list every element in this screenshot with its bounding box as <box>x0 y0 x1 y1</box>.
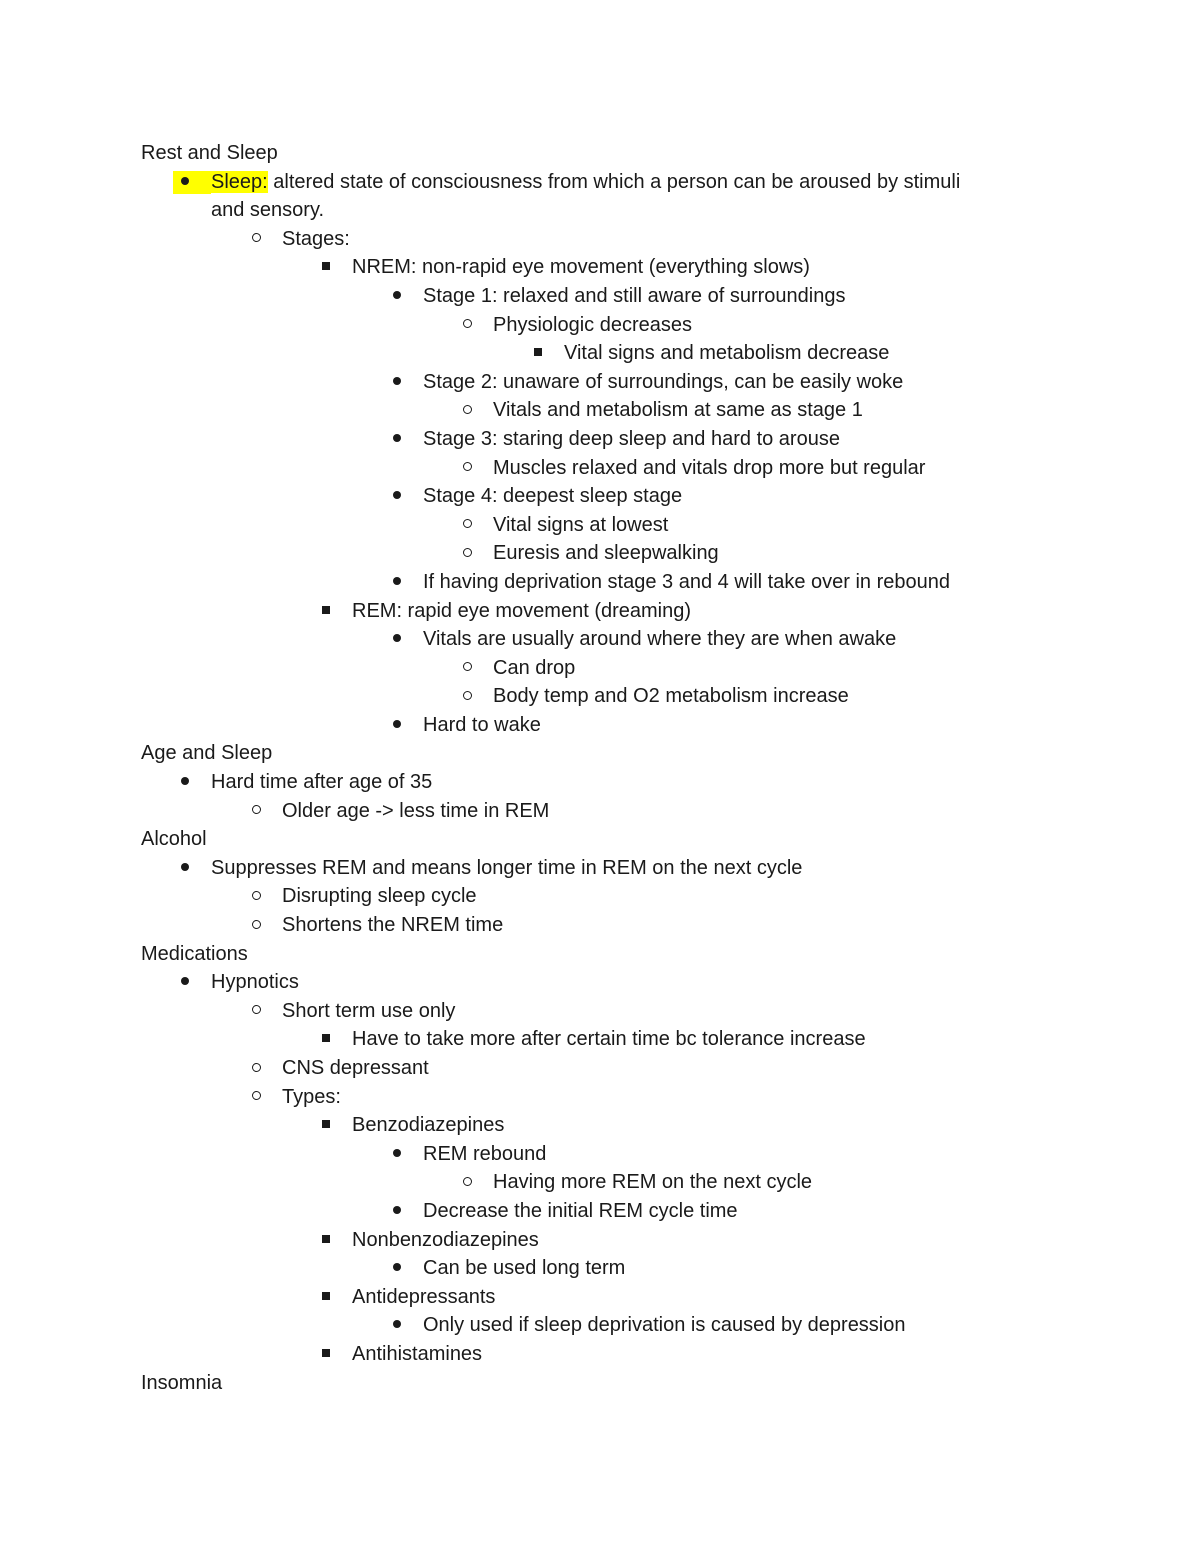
bullet-dot-icon <box>387 282 407 311</box>
list-item: Have to take more after certain time bc tolerance increase <box>141 1025 1141 1054</box>
bullet-ring-icon <box>457 511 477 540</box>
bullet-ring-icon <box>457 1168 477 1197</box>
list-item: Stage 2: unaware of surroundings, can be easily woke <box>141 368 1141 397</box>
list-item: Disrupting sleep cycle <box>141 882 1141 911</box>
bullet-dot-icon <box>175 768 195 797</box>
bullet-ring-icon <box>457 539 477 568</box>
list-item: Vital signs and metabolism decrease <box>141 339 1141 368</box>
list-item: Can be used long term <box>141 1254 1141 1283</box>
list-item: Stages: <box>141 225 1141 254</box>
bullet-dot-icon <box>387 368 407 397</box>
list-item: CNS depressant <box>141 1054 1141 1083</box>
list-item: Body temp and O2 metabolism increase <box>141 682 1141 711</box>
list-item-continuation: and sensory. <box>211 199 325 222</box>
list-item: Hard time after age of 35 <box>141 768 1141 797</box>
list-item <box>141 168 1141 197</box>
sleep-term: Sleep: <box>211 170 268 193</box>
list-item: Suppresses REM and means longer time in REM on the next cycle <box>141 854 1141 883</box>
bullet-dot-icon <box>175 854 195 883</box>
list-item: NREM: non-rapid eye movement (everything slows) <box>141 253 1141 282</box>
list-item: REM: rapid eye movement (dreaming) <box>141 597 1141 626</box>
bullet-ring-icon <box>246 1083 266 1112</box>
bullet-square-icon <box>316 597 336 626</box>
bullet-ring-icon <box>246 882 266 911</box>
list-item: Physiologic decreases <box>141 311 1141 340</box>
bullet-ring-icon <box>457 654 477 683</box>
list-item: Vitals and metabolism at same as stage 1 <box>141 396 1141 425</box>
bullet-ring-icon <box>457 311 477 340</box>
list-item: Antidepressants <box>141 1283 1141 1312</box>
bullet-dot-icon <box>387 625 407 654</box>
bullet-dot-icon <box>175 168 195 197</box>
bullet-ring-icon <box>457 454 477 483</box>
list-item: REM rebound <box>141 1140 1141 1169</box>
list-item: Having more REM on the next cycle <box>141 1168 1141 1197</box>
list-item: Benzodiazepines <box>141 1111 1141 1140</box>
bullet-square-icon <box>528 339 548 368</box>
sleep-definition: altered state of consciousness from which a person can be aroused by stimuli <box>267 170 961 193</box>
bullet-dot-icon <box>387 425 407 454</box>
bullet-ring-icon <box>246 997 266 1026</box>
bullet-ring-icon <box>457 682 477 711</box>
list-item: Stage 3: staring deep sleep and hard to arouse <box>141 425 1141 454</box>
list-item: Older age -> less time in REM <box>141 797 1141 826</box>
list-item: Types: <box>141 1083 1141 1112</box>
list-item: Vital signs at lowest <box>141 511 1141 540</box>
list-item: Stage 1: relaxed and still aware of surroundings <box>141 282 1141 311</box>
bullet-ring-icon <box>246 797 266 826</box>
heading-age-and-sleep: Age and Sleep <box>141 742 273 765</box>
list-item: Can drop <box>141 654 1141 683</box>
list-item: Antihistamines <box>141 1340 1141 1369</box>
bullet-dot-icon <box>387 482 407 511</box>
list-item: Hard to wake <box>141 711 1141 740</box>
document-body <box>141 139 1141 1397</box>
heading-alcohol: Alcohol <box>141 828 207 851</box>
list-item: Vitals are usually around where they are when awake <box>141 625 1141 654</box>
bullet-ring-icon <box>246 1054 266 1083</box>
bullet-square-icon <box>316 1226 336 1255</box>
bullet-ring-icon <box>246 225 266 254</box>
list-item: Only used if sleep deprivation is caused by depression <box>141 1311 1141 1340</box>
list-item: Hypnotics <box>141 968 1141 997</box>
bullet-dot-icon <box>175 968 195 997</box>
bullet-square-icon <box>316 1111 336 1140</box>
heading-medications: Medications <box>141 942 248 965</box>
bullet-dot-icon <box>387 568 407 597</box>
heading-insomnia: Insomnia <box>141 1371 223 1394</box>
bullet-dot-icon <box>387 1311 407 1340</box>
bullet-square-icon <box>316 1283 336 1312</box>
bullet-square-icon <box>316 1025 336 1054</box>
list-item: Muscles relaxed and vitals drop more but regular <box>141 454 1141 483</box>
bullet-dot-icon <box>387 1140 407 1169</box>
list-item: Short term use only <box>141 997 1141 1026</box>
list-item: Shortens the NREM time <box>141 911 1141 940</box>
bullet-dot-icon <box>387 1254 407 1283</box>
list-item: If having deprivation stage 3 and 4 will take over in rebound <box>141 568 1141 597</box>
list-item: Stage 4: deepest sleep stage <box>141 482 1141 511</box>
bullet-square-icon <box>316 253 336 282</box>
list-item: Nonbenzodiazepines <box>141 1226 1141 1255</box>
bullet-dot-icon <box>387 1197 407 1226</box>
heading-rest-and-sleep: Rest and Sleep <box>141 142 278 164</box>
list-item: Decrease the initial REM cycle time <box>141 1197 1141 1226</box>
bullet-ring-icon <box>457 396 477 425</box>
bullet-square-icon <box>316 1340 336 1369</box>
list-item: Euresis and sleepwalking <box>141 539 1141 568</box>
bullet-dot-icon <box>387 711 407 740</box>
bullet-ring-icon <box>246 911 266 940</box>
